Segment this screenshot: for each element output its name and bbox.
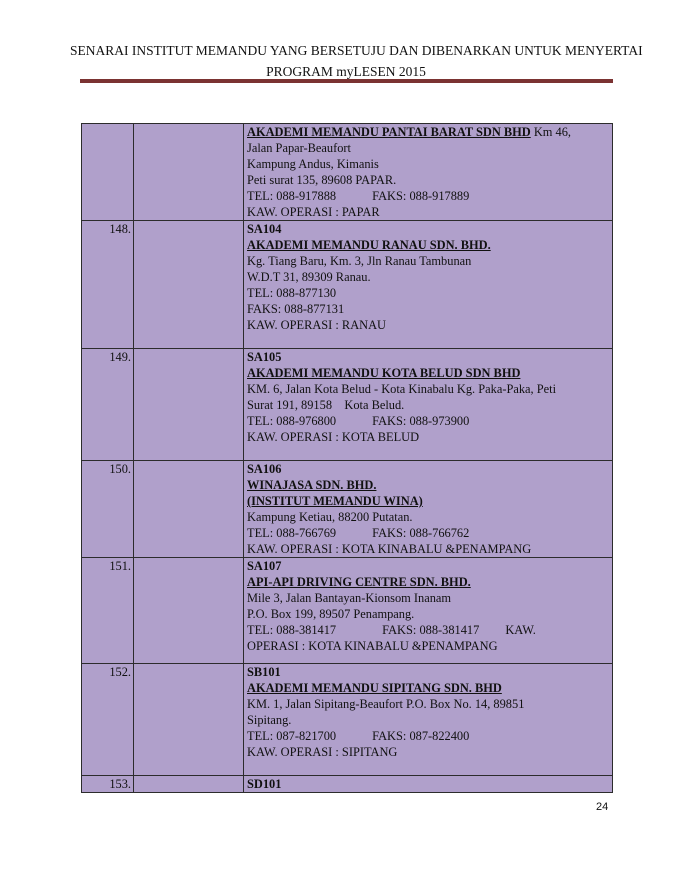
institute-alias: (INSTITUT MEMANDU WINA) [247,494,423,508]
institute-name: AKADEMI MEMANDU PANTAI BARAT SDN BHD [247,125,531,139]
address-line: KM. 1, Jalan Sipitang-Beaufort P.O. Box No. 14, 89851 [247,697,525,711]
operation-area: KAW. OPERASI : KOTA BELUD [247,430,420,444]
address-line: Kampung Andus, Kimanis [247,157,379,171]
operation-area: KAW. OPERASI : PAPAR [247,205,380,219]
row-number: 152. [82,664,134,776]
institute-details [244,221,613,349]
address-line: W.D.T 31, 89309 Ranau. [247,270,371,284]
address-line: Peti surat 135, 89608 PAPAR. [247,173,397,187]
institute-code: SA106 [247,462,282,476]
institute-name: WINAJASA SDN. BHD. [247,478,377,492]
title-line-1: SENARAI INSTITUT MEMANDU YANG BERSETUJU DAN DIBENARKAN UNTUK MENYERTAI [70,43,643,58]
row-number: 149. [82,349,134,461]
operation-area: KAW. OPERASI : KOTA KINABALU &PENAMPANG [247,542,532,556]
operation-area-label: KAW. [505,623,536,637]
telephone: TEL: 088-917888 [247,189,337,203]
fax: FAKS: 088-381417 [382,623,480,637]
telephone: TEL: 088-877130 [247,286,337,300]
address-line: KM. 6, Jalan Kota Belud - Kota Kinabalu Kg. Paka-Paka, Peti [247,382,557,396]
institute-name: AKADEMI MEMANDU RANAU SDN. BHD. [247,238,491,252]
telephone: TEL: 088-766769 [247,526,337,540]
document-title [70,40,643,82]
institute-code: SB101 [247,665,281,679]
institute-details [244,124,613,221]
fax: FAKS: 088-973900 [372,414,470,428]
page-number: 24 [596,801,609,813]
address-line: Sipitang. [247,713,292,727]
row-number [82,124,134,221]
institute-details [244,461,613,558]
institute-code: SA105 [247,350,282,364]
empty-cell [134,461,244,558]
address-line: Kampung Ketiau, 88200 Putatan. [247,510,413,524]
fax: FAKS: 088-766762 [372,526,470,540]
fax: FAKS: 088-917889 [372,189,470,203]
table-row [82,558,613,664]
table-row [82,461,613,558]
row-number: 148. [82,221,134,349]
fax: FAKS: 087-822400 [372,729,470,743]
empty-cell [134,221,244,349]
telephone: TEL: 087-821700 [247,729,337,743]
fax: FAKS: 088-877131 [247,302,345,316]
empty-cell [134,349,244,461]
empty-cell [134,664,244,776]
row-number: 153. [82,776,134,793]
table-row [82,776,613,793]
institute-name: AKADEMI MEMANDU SIPITANG SDN. BHD [247,681,502,695]
institute-details [244,664,613,776]
empty-cell [134,124,244,221]
institute-code: SA107 [247,559,282,573]
institute-details [244,776,613,793]
address-start: Km 46, [530,125,572,139]
empty-cell [134,776,244,793]
institute-code: SA104 [247,222,282,236]
institute-table [81,123,613,793]
operation-area: KAW. OPERASI : RANAU [247,318,386,332]
institute-code: SD101 [247,777,282,791]
institute-details [244,349,613,461]
row-number: 151. [82,558,134,664]
operation-area: OPERASI : KOTA KINABALU &PENAMPANG [247,639,498,653]
institute-name: AKADEMI MEMANDU KOTA BELUD SDN BHD [247,366,521,380]
telephone: TEL: 088-381417 [247,623,337,637]
table-row [82,124,613,221]
institute-name: API-API DRIVING CENTRE SDN. BHD. [247,575,471,589]
address-line: Surat 191, 89158 Kota Belud. [247,398,405,412]
title-line-2: PROGRAM myLESEN 2015 [266,64,426,79]
empty-cell [134,558,244,664]
address-line: Kg. Tiang Baru, Km. 3, Jln Ranau Tambunan [247,254,472,268]
address-line: P.O. Box 199, 89507 Penampang. [247,607,415,621]
table-row [82,349,613,461]
address-line: Mile 3, Jalan Bantayan-Kionsom Inanam [247,591,452,605]
address-line: Jalan Papar-Beaufort [247,141,351,155]
table-row [82,664,613,776]
row-number: 150. [82,461,134,558]
table-row [82,221,613,349]
operation-area: KAW. OPERASI : SIPITANG [247,745,398,759]
telephone: TEL: 088-976800 [247,414,337,428]
header-rule [80,79,613,83]
institute-details [244,558,613,664]
